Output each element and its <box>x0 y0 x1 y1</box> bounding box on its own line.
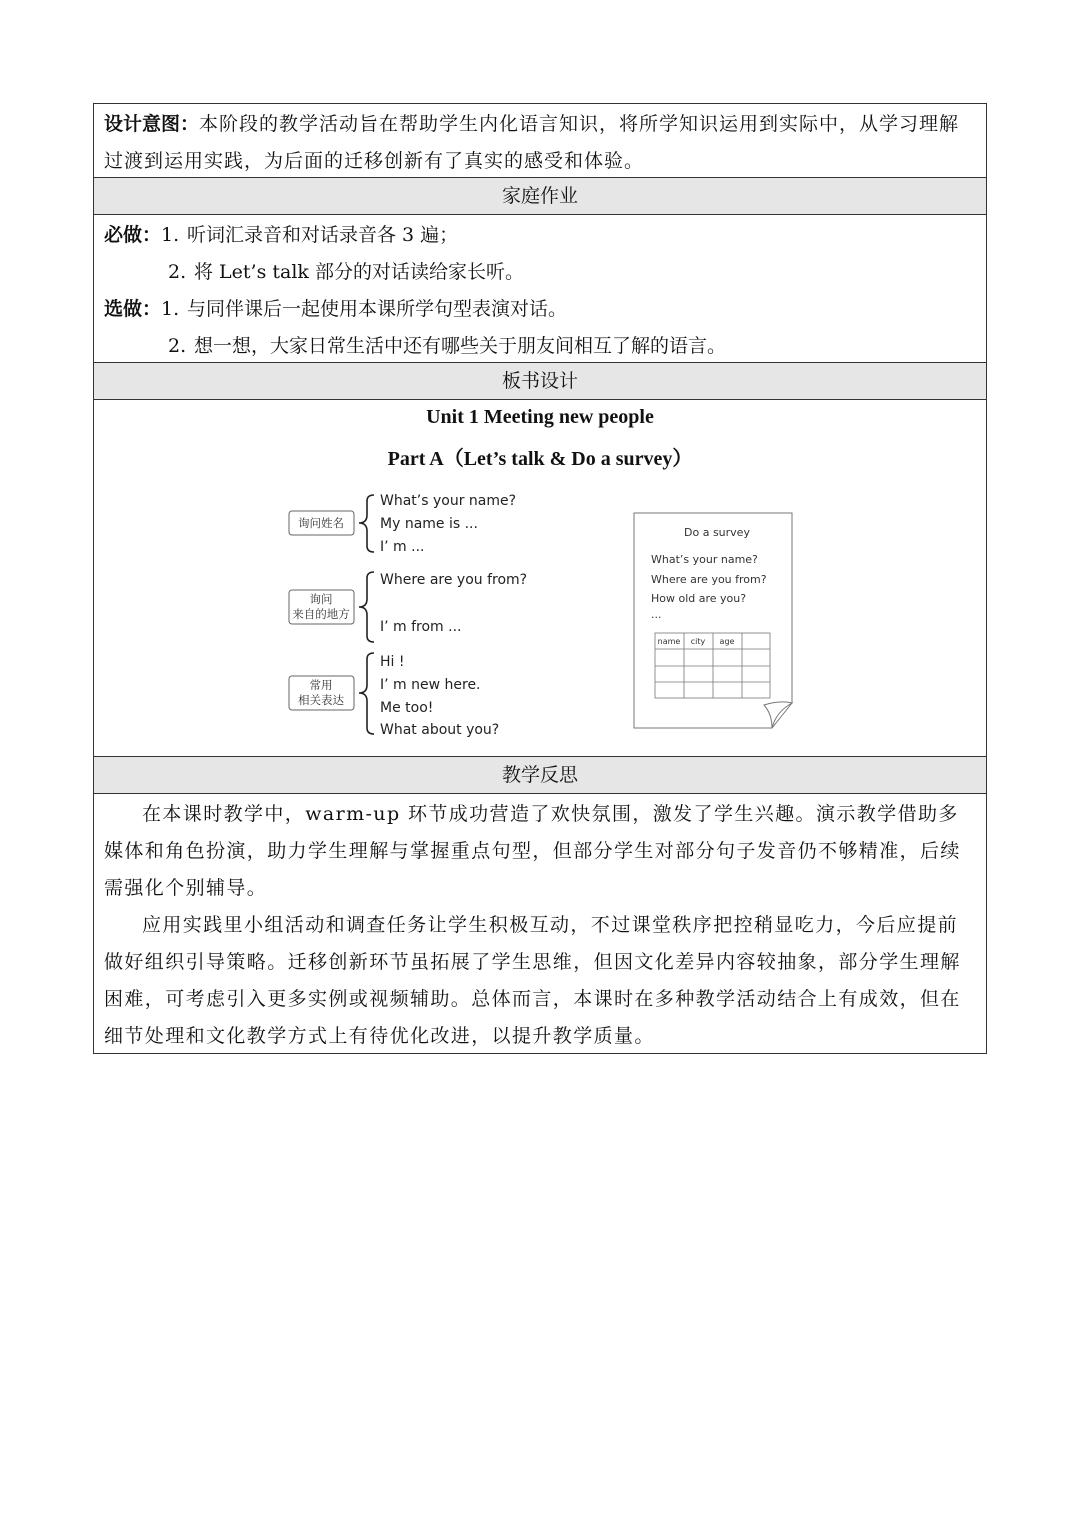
item-number: 2. <box>168 261 187 283</box>
design-intent-row <box>94 104 986 178</box>
phrase: Hi ! <box>380 654 405 670</box>
survey-title: Do a survey <box>684 526 750 539</box>
optional-item-1 <box>104 291 976 328</box>
lesson-plan-table <box>93 103 987 1054</box>
required-item-text: 将 Let’s talk 部分的对话读给家长听。 <box>194 261 524 283</box>
brace <box>359 572 374 642</box>
reflection-paragraph: 在本课时教学中，warm-up 环节成功营造了欢快氛围，激发了学生兴趣。演示教学借助多媒体和角色扮演，助力学生理解与掌握重点句型，但部分学生对部分句子发音仍不够精准，后续需强化个别辅导。 <box>104 803 961 899</box>
survey-question: ... <box>651 608 662 621</box>
phrase: My name is ... <box>380 516 478 532</box>
phrase: What’s your name? <box>380 493 517 509</box>
design-intent-text: 本阶段的教学活动旨在帮助学生内化语言知识，将所学知识运用到实际中，从学习理解过渡到运用实践，为后面的迁移创新有了真实的感受和体验。 <box>104 113 960 172</box>
optional-item-2 <box>104 328 976 365</box>
homework-header: 家庭作业 <box>94 178 986 215</box>
item-number: 1. <box>161 298 180 320</box>
reflection-content <box>94 794 986 1053</box>
reflection-header: 教学反思 <box>94 757 986 794</box>
survey-column-header: city <box>690 637 706 646</box>
homework-content <box>94 215 986 363</box>
survey-question: What’s your name? <box>651 553 758 566</box>
board-diagram <box>94 400 988 757</box>
brace <box>359 653 374 734</box>
group-label: 来自的地方 <box>292 607 350 621</box>
group-common-expressions <box>289 653 499 738</box>
required-item-2 <box>104 254 976 291</box>
group-label: 相关表达 <box>298 693 344 707</box>
phrase: Where are you from? <box>380 572 528 588</box>
group-label: 常用 <box>309 678 333 692</box>
brace <box>359 495 374 552</box>
reflection-paragraph: 应用实践里小组活动和调查任务让学生积极互动，不过课堂秩序把控稍显吃力，今后应提前做好组织引导策略。迁移创新环节虽拓展了学生思维，但因文化差异内容较抽象，部分学生理解困难，可考虑引入更多实例或视频辅助。总体而言，本课时在多种教学活动结合上有成效，但在细节处理和文化教学方式上有待优化改进，以提升教学质量。 <box>104 914 961 1047</box>
survey-sheet <box>634 513 792 728</box>
group-ask-origin <box>289 572 527 642</box>
survey-question: How old are you? <box>651 592 747 605</box>
board-title-unit: Unit 1 Meeting new people <box>426 406 654 428</box>
group-label: 询问姓名 <box>298 516 344 530</box>
survey-column-header: age <box>719 637 735 646</box>
board-header: 板书设计 <box>94 363 986 400</box>
phrase: I’ m new here. <box>380 677 481 693</box>
required-item-1 <box>104 217 976 254</box>
phrase: I’ m ... <box>380 539 425 555</box>
board-design <box>94 400 986 757</box>
item-number: 1. <box>161 224 180 246</box>
phrase: I’ m from ... <box>380 619 462 635</box>
optional-label: 选做： <box>104 298 162 320</box>
optional-item-text: 想一想，大家日常生活中还有哪些关于朋友间相互了解的语言。 <box>194 335 727 357</box>
item-number: 2. <box>168 335 187 357</box>
required-label: 必做： <box>104 224 162 246</box>
required-item-text: 听词汇录音和对话录音各 3 遍； <box>187 224 459 246</box>
board-title-part: Part A（Let’s talk & Do a survey） <box>387 448 693 470</box>
survey-column-header: name <box>657 637 681 646</box>
phrase: What about you? <box>380 722 500 738</box>
optional-item-text: 与同伴课后一起使用本课所学句型表演对话。 <box>187 298 568 320</box>
group-label: 询问 <box>309 592 333 606</box>
survey-question: Where are you from? <box>651 573 767 586</box>
design-intent-label: 设计意图： <box>104 113 200 135</box>
phrase: Me too! <box>380 700 434 716</box>
group-ask-name <box>289 493 516 555</box>
